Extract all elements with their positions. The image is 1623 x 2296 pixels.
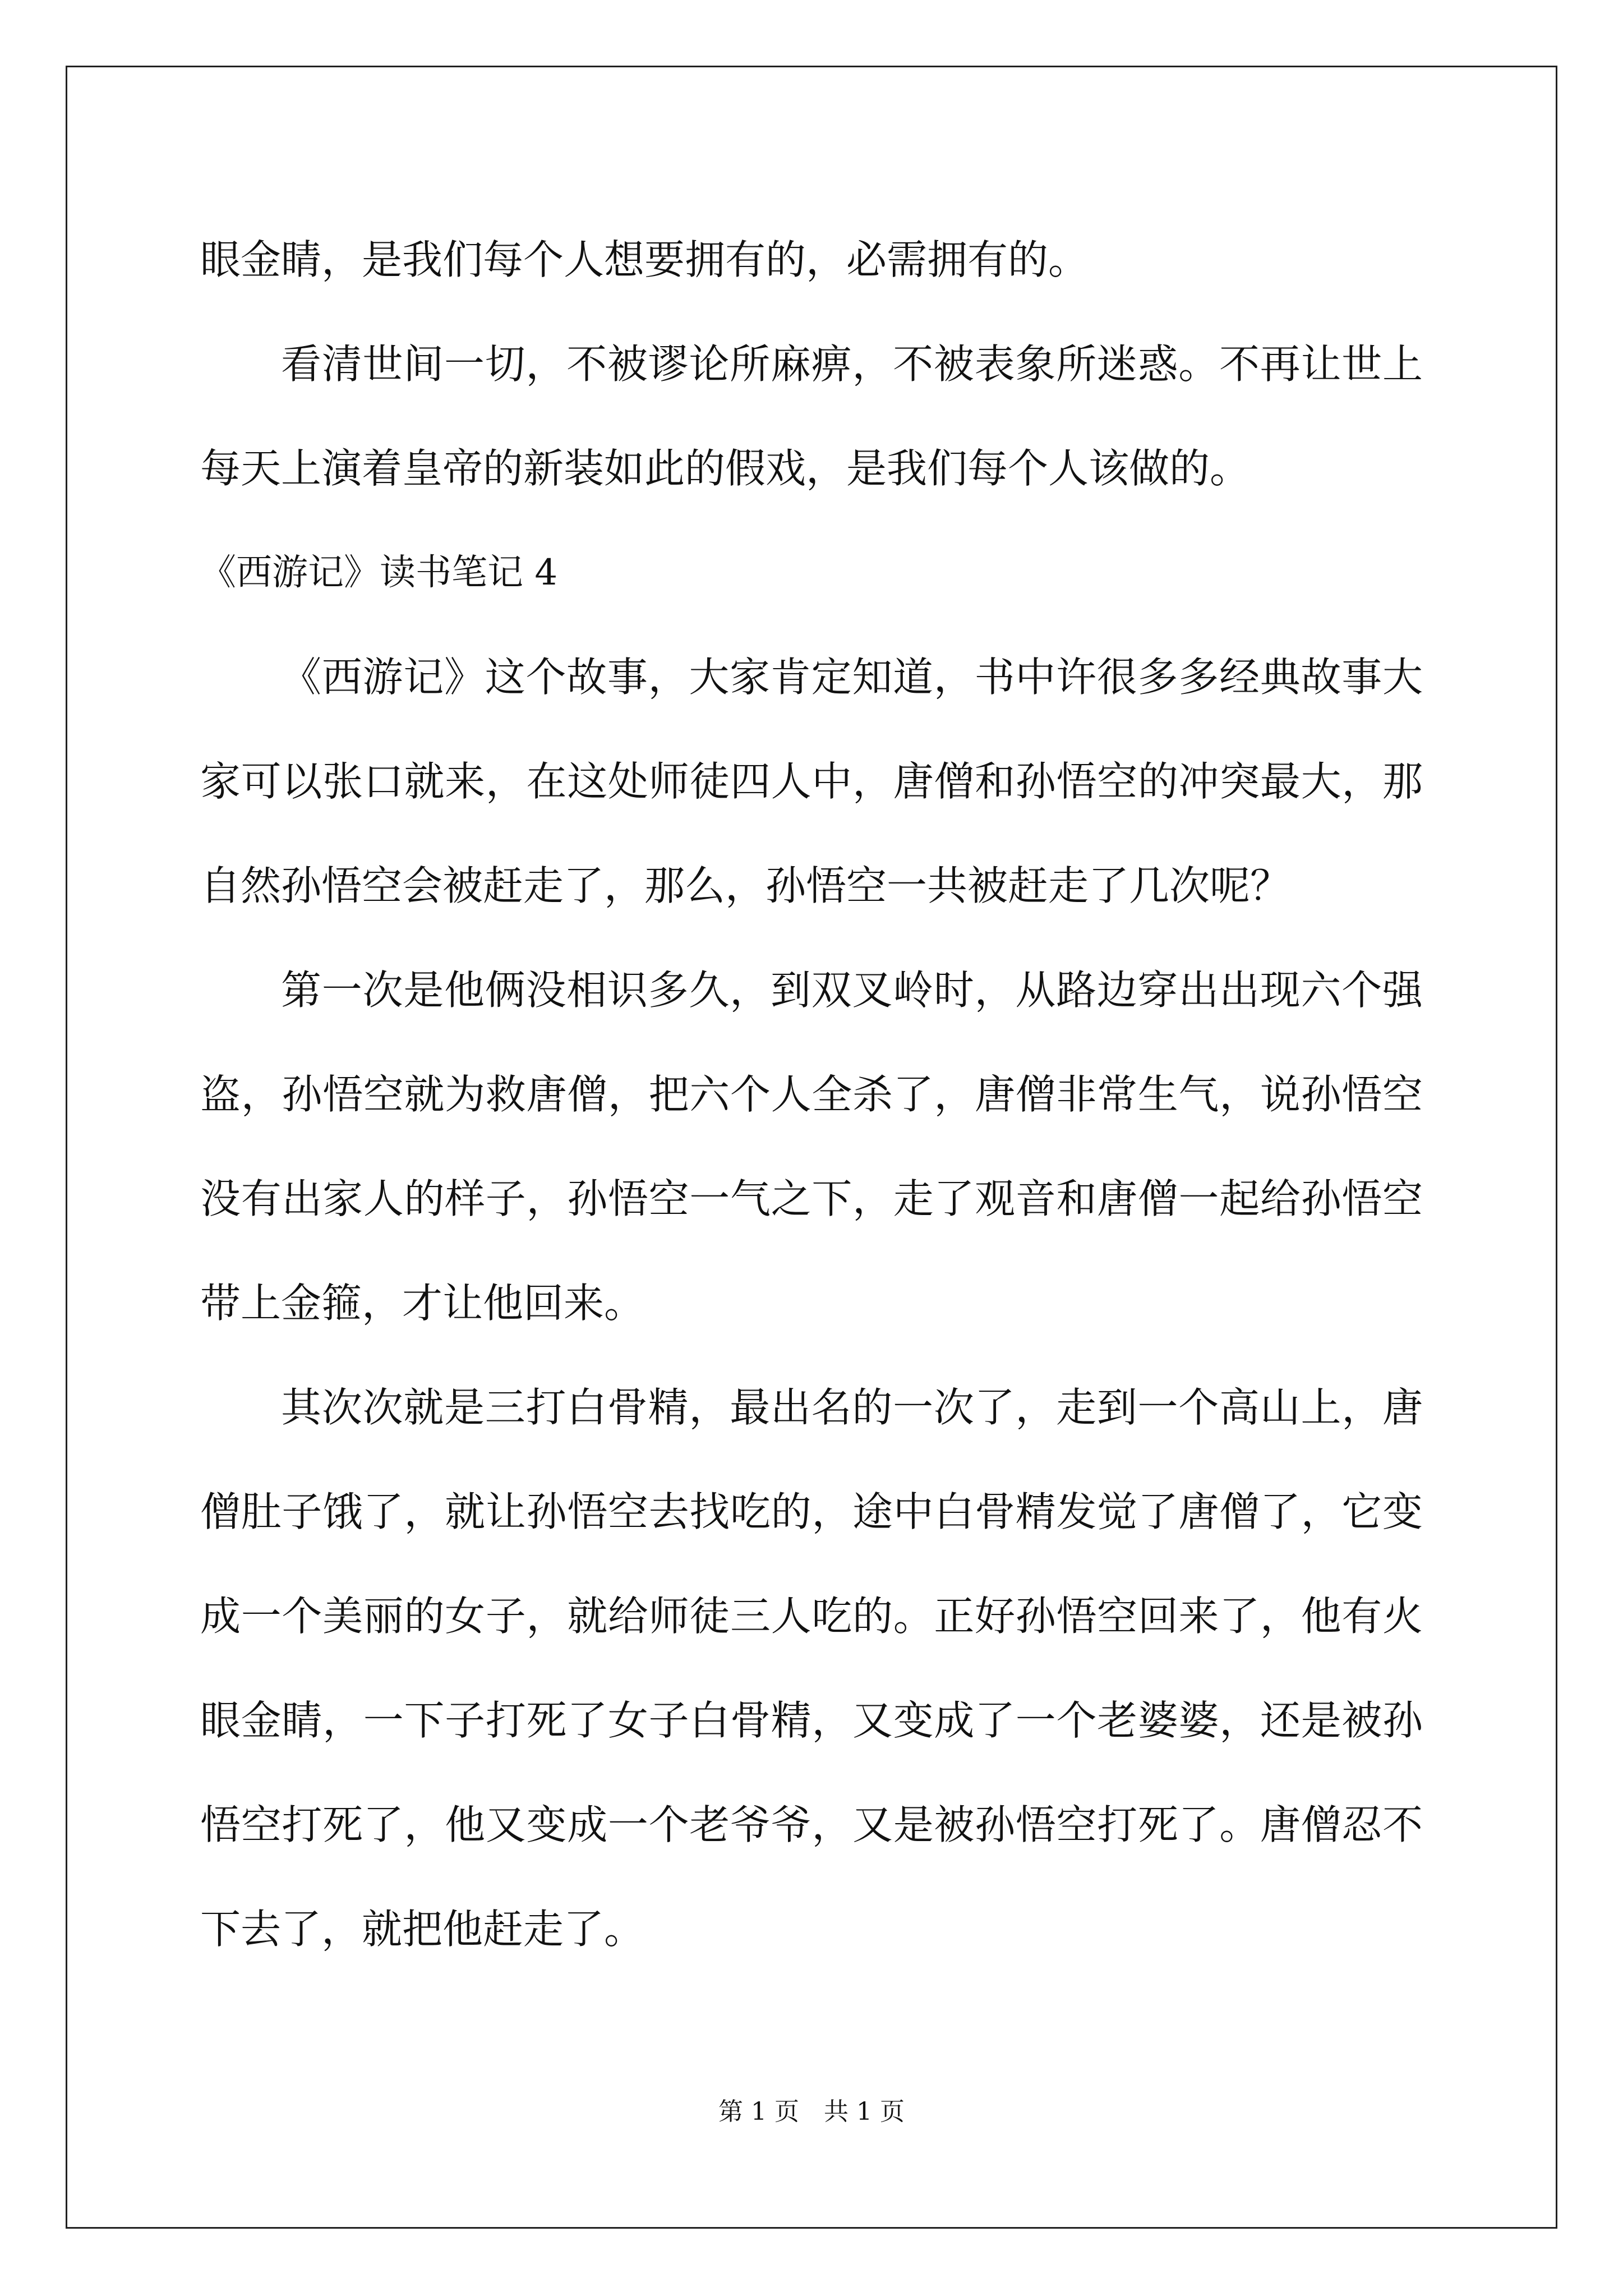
paragraph-2: 看清世间一切，不被谬论所麻痹，不被表象所迷惑。不再让世上每天上演着皇帝的新装如此的假戏，是我们每个人该做的。 xyxy=(200,341,1423,492)
section-heading: 《西游记》读书笔记 4 xyxy=(200,552,558,593)
paragraph-5: 其次次就是三打白骨精，最出名的一次了，走到一个高山上，唐僧肚子饿了，就让孙悟空去找吃的，途中白骨精发觉了唐僧了，它变成一个美丽的女子，就给师徒三人吃的。正好孙悟空回来了，他有火眼金睛，一下子打死了女子白骨精，又变成了一个老婆婆，还是被孙悟空打死了，他又变成一个老爷爷，又是被孙悟空打死了。唐僧忍不下去了，就把他赶走了。 xyxy=(200,1384,1423,1953)
paragraph-1: 眼金睛，是我们每个人想要拥有的，必需拥有的。 xyxy=(200,236,1089,283)
document-body xyxy=(200,208,1423,1981)
paragraph-4: 第一次是他俩没相识多久，到双叉岭时，从路边穿出出现六个强盗，孙悟空就为救唐僧，把六个人全杀了，唐僧非常生气，说孙悟空没有出家人的样子，孙悟空一气之下，走了观音和唐僧一起给孙悟空带上金箍，才让他回来。 xyxy=(200,967,1423,1327)
page-footer: 第 1 页 共 1 页 xyxy=(718,2097,905,2126)
paragraph-3: 《西游记》这个故事，大家肯定知道，书中许很多多经典故事大家可以张口就来，在这处师徒四人中，唐僧和孙悟空的冲突最大，那自然孙悟空会被赶走了，那么，孙悟空一共被赶走了几次呢？ xyxy=(200,654,1423,909)
